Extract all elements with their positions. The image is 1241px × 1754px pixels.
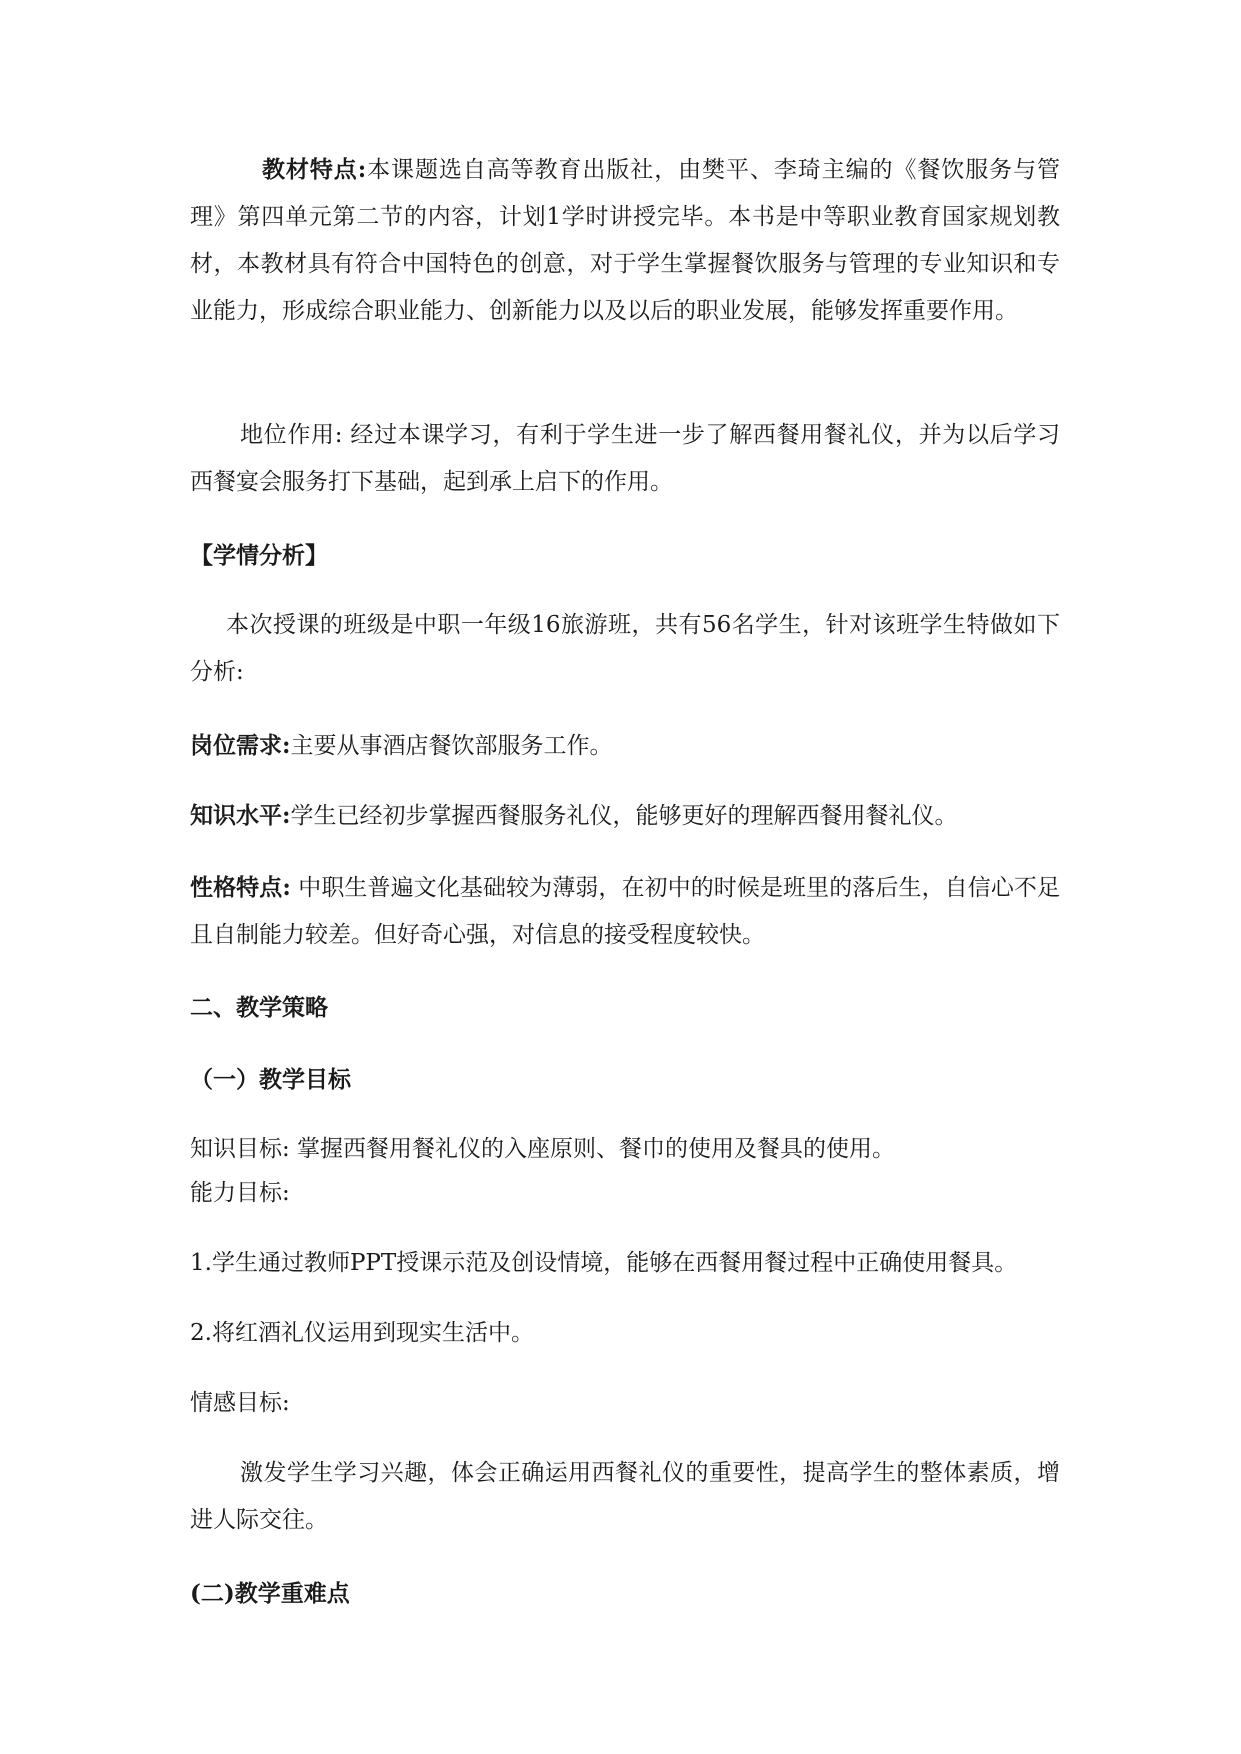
goal-knowledge: 知识目标: 掌握西餐用餐礼仪的入座原则、餐巾的使用及餐具的使用。 bbox=[190, 1136, 896, 1162]
paragraph-position-role bbox=[190, 412, 1060, 506]
label-job-requirement: 岗位需求: bbox=[190, 732, 291, 759]
paragraph-teaching-materials bbox=[190, 146, 1060, 335]
label-knowledge-level: 知识水平: bbox=[190, 802, 291, 829]
paragraph-job-requirement bbox=[190, 722, 1060, 770]
paragraph-knowledge-level bbox=[190, 792, 1060, 840]
goal-emotion-label: 情感目标: bbox=[190, 1390, 290, 1416]
heading-teaching-strategy: 二、教学策略 bbox=[190, 994, 328, 1021]
text-teaching-materials: 本课题选自高等教育出版社，由樊平、李琦主编的《餐饮服务与管理》第四单元第二节的内容，计划1学时讲授完毕。本书是中等职业教育国家规划教材，本教材具有符合中国特色的创意，对于学生掌握餐饮服务与管理的专业知识和专业能力，形成综合职业能力、创新能力以及以后的职业发展，能够发挥重要作用。 bbox=[190, 157, 1060, 324]
goal-ability-item-2: 2.将红酒礼仪运用到现实生活中。 bbox=[190, 1320, 534, 1346]
text-position-role: 地位作用: 经过本课学习，有利于学生进一步了解西餐用餐礼仪，并为以后学习西餐宴会服务打下基础，起到承上启下的作用。 bbox=[190, 422, 1060, 495]
paragraph-personality bbox=[190, 864, 1060, 959]
heading-key-difficult-points: (二)教学重难点 bbox=[190, 1580, 350, 1607]
text-job-requirement: 主要从事酒店餐饮部服务工作。 bbox=[290, 733, 613, 759]
text-knowledge-level: 学生已经初步掌握西餐服务礼仪，能够更好的理解西餐用餐礼仪。 bbox=[290, 803, 958, 829]
label-personality: 性格特点: bbox=[190, 874, 291, 901]
text-personality: 中职生普遍文化基础较为薄弱，在初中的时候是班里的落后生，自信心不足且自制能力较差。但好奇心强，对信息的接受程度较快。 bbox=[190, 875, 1060, 948]
goal-ability-label: 能力目标: bbox=[190, 1180, 290, 1206]
paragraph-class-info: 本次授课的班级是中职一年级16旅游班，共有56名学生，针对该班学生特做如下分析: bbox=[190, 612, 1060, 685]
label-teaching-materials: 教材特点: bbox=[262, 156, 367, 183]
heading-learner-analysis: 【学情分析】 bbox=[190, 542, 328, 569]
goal-emotion-text: 激发学生学习兴趣，体会正确运用西餐礼仪的重要性，提高学生的整体素质，增进人际交往。 bbox=[190, 1460, 1060, 1533]
goal-ability-item-1: 1.学生通过教师PPT授课示范及创设情境，能够在西餐用餐过程中正确使用餐具。 bbox=[190, 1250, 1018, 1276]
heading-teaching-goals: （一）教学目标 bbox=[190, 1066, 351, 1093]
